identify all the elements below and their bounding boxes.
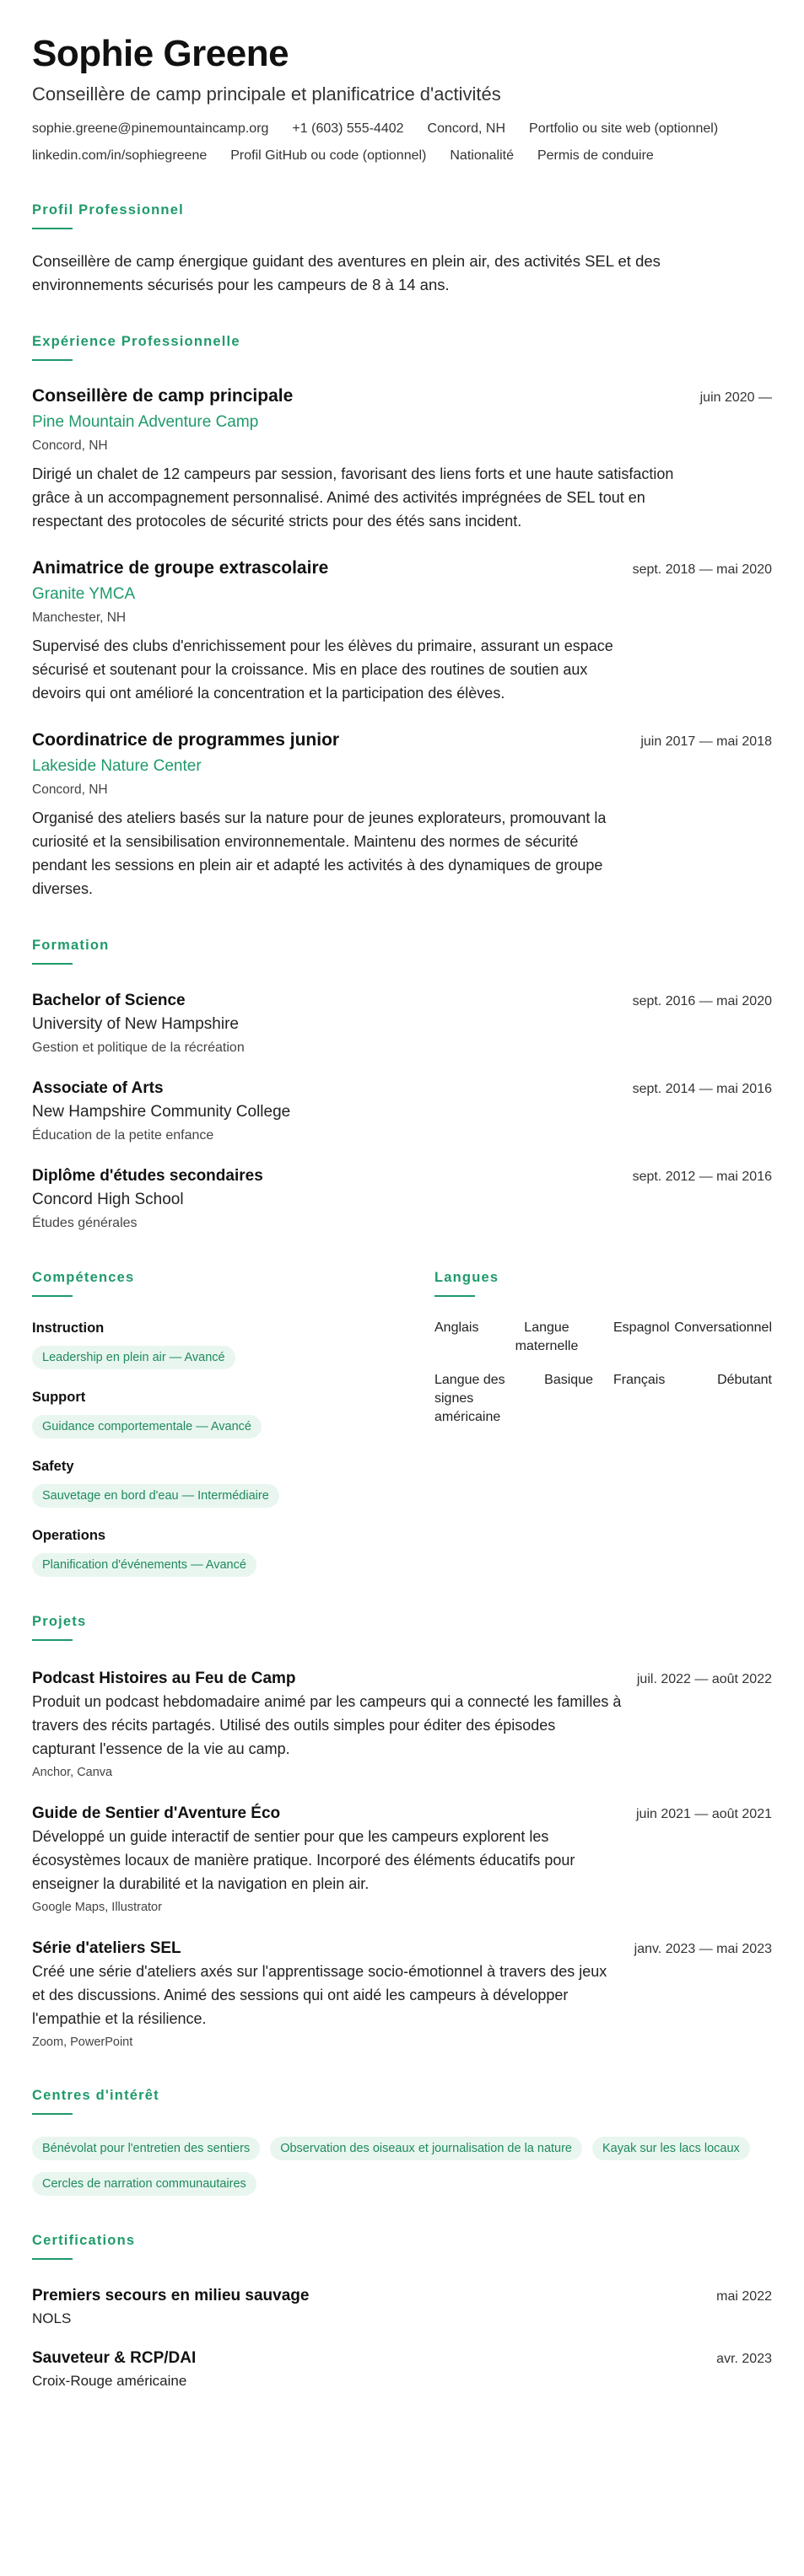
skill-group: [32, 1457, 401, 1508]
certification-item: [32, 2347, 772, 2391]
section-divider: [434, 1295, 475, 1297]
skill-category: Operations: [32, 1528, 106, 1543]
experience-item: [32, 557, 772, 705]
project-title: Podcast Histoires au Feu de Camp: [32, 1670, 296, 1687]
field-of-study: Éducation de la petite enfance: [32, 1128, 214, 1143]
project-description: Développé un guide interactif de sentier pour que les campeurs explorent les écosystèmes locaux de manière pratique. Incorporé des éléments éducatifs pour enseigner la durabilité et la navigation en plein air.: [32, 1828, 575, 1892]
field-of-study: Études générales: [32, 1216, 138, 1230]
school-name: Concord High School: [32, 1191, 184, 1208]
language-item: [434, 1371, 593, 1427]
section-divider: [32, 2113, 73, 2115]
languages-section: [434, 1233, 772, 1577]
candidate-headline: Conseillère de camp principale et planificatrice d'activités: [32, 83, 501, 105]
section-divider: [32, 228, 73, 229]
contact-github[interactable]: Profil GitHub ou code (optionnel): [230, 148, 427, 163]
certification-name: Sauveteur & RCP/DAI: [32, 2349, 197, 2367]
project-dates: juil. 2022 — août 2022: [636, 1672, 772, 1686]
skill-badge: Sauvetage en bord d'eau — Intermédiaire: [32, 1484, 279, 1508]
contact-portfolio[interactable]: Portfolio ou site web (optionnel): [529, 121, 719, 136]
contact-driving-license: Permis de conduire: [537, 148, 654, 163]
project-description: Produit un podcast hebdomadaire animé par les campeurs qui a connecté les familles à travers des récits partagés. Utilisé des outils simples pour éditer des épisodes capturant l'essence de la vie au camp.: [32, 1693, 622, 1757]
project-dates: juin 2021 — août 2021: [635, 1807, 772, 1821]
education-dates: sept. 2016 — mai 2020: [632, 994, 772, 1008]
skill-badge: Guidance comportementale — Avancé: [32, 1415, 262, 1439]
certification-name: Premiers secours en milieu sauvage: [32, 2287, 310, 2304]
certification-item: [32, 2285, 772, 2329]
section-title-experience: Expérience Professionnelle: [32, 334, 240, 349]
section-title-profile: Profil Professionnel: [32, 202, 184, 218]
interest-badge: Bénévolat pour l'entretien des sentiers: [32, 2137, 260, 2160]
education-item: [32, 990, 772, 1057]
language-level: Conversationnel: [674, 1320, 772, 1335]
certifications-section: [32, 2231, 772, 2391]
contact-list: [32, 120, 772, 165]
experience-section: [32, 332, 772, 901]
company-name: Granite YMCA: [32, 585, 136, 603]
language-level: Débutant: [717, 1373, 772, 1387]
language-item: [613, 1371, 772, 1427]
projects-section: [32, 1612, 772, 2051]
school-name: University of New Hampshire: [32, 1015, 239, 1033]
skills-section: [32, 1233, 434, 1577]
job-dates: juin 2017 — mai 2018: [640, 734, 772, 749]
skill-group: [32, 1319, 401, 1369]
project-tools: Google Maps, Illustrator: [32, 1901, 162, 1914]
interest-badge: Kayak sur les lacs locaux: [592, 2137, 750, 2160]
degree-title: Associate of Arts: [32, 1079, 164, 1097]
company-name: Pine Mountain Adventure Camp: [32, 413, 259, 431]
job-location: Manchester, NH: [32, 610, 127, 625]
job-location: Concord, NH: [32, 782, 108, 797]
field-of-study: Gestion et politique de la récréation: [32, 1041, 245, 1055]
school-name: New Hampshire Community College: [32, 1103, 291, 1121]
job-location: Concord, NH: [32, 438, 108, 453]
section-divider: [32, 963, 73, 965]
section-divider: [32, 359, 73, 361]
language-item: [434, 1319, 593, 1356]
language-list: [434, 1319, 772, 1427]
language-item: [613, 1319, 772, 1356]
certification-issuer: NOLS: [32, 2310, 72, 2326]
interest-tags: [32, 2137, 772, 2196]
project-tools: Anchor, Canva: [32, 1766, 113, 1779]
job-title: Coordinatrice de programmes junior: [32, 730, 340, 750]
language-name: Langue des signes américaine: [434, 1373, 505, 1424]
language-name: Anglais: [434, 1320, 479, 1335]
education-item: [32, 1078, 772, 1145]
certification-date: avr. 2023: [716, 2352, 772, 2366]
contact-nationality: Nationalité: [450, 148, 514, 163]
section-title-interests: Centres d'intérêt: [32, 2088, 159, 2103]
candidate-name: Sophie Greene: [32, 33, 289, 74]
language-level: Basique: [544, 1373, 593, 1387]
education-dates: sept. 2014 — mai 2016: [632, 1082, 772, 1096]
profile-section: [32, 201, 772, 297]
skills-languages-row: [32, 1233, 772, 1577]
certification-date: mai 2022: [716, 2289, 772, 2304]
project-tools: Zoom, PowerPoint: [32, 2036, 133, 2049]
section-title-certifications: Certifications: [32, 2233, 136, 2248]
education-dates: sept. 2012 — mai 2016: [632, 1170, 772, 1184]
section-title-projects: Projets: [32, 1614, 87, 1629]
skill-group: [32, 1526, 401, 1577]
project-item: [32, 1938, 772, 2051]
contact-location: Concord, NH: [427, 121, 506, 136]
job-title: Conseillère de camp principale: [32, 386, 294, 406]
job-dates: sept. 2018 — mai 2020: [632, 562, 772, 577]
language-name: Français: [613, 1373, 666, 1387]
project-dates: janv. 2023 — mai 2023: [634, 1942, 772, 1956]
skill-badge: Leadership en plein air — Avancé: [32, 1346, 235, 1369]
experience-item: [32, 385, 772, 533]
degree-title: Diplôme d'études secondaires: [32, 1167, 263, 1185]
section-title-languages: Langues: [434, 1270, 499, 1285]
section-divider: [32, 1295, 73, 1297]
job-description: Supervisé des clubs d'enrichissement pour les élèves du primaire, assurant un espace sécurisé et soutenant pour la croissance. Mis en place des routines de soutien aux devoirs qui ont amélioré la concentration et la participation des élèves.: [32, 637, 613, 702]
profile-summary: Conseillère de camp énergique guidant des aventures en plein air, des activités SEL et des environnements sécurisés pour les campeurs de 8 à 14 ans.: [32, 252, 661, 293]
resume-header: [32, 32, 772, 165]
job-title: Animatrice de groupe extrascolaire: [32, 558, 329, 578]
job-description: Organisé des ateliers basés sur la nature pour de jeunes explorateurs, promouvant la curiosité et la sensibilisation environnementale. Maintenu des normes de sécurité pendant les sessions en plein air et adapté les activités à des dynamiques de groupe diverses.: [32, 809, 607, 897]
interests-section: [32, 2086, 772, 2196]
project-title: Série d'ateliers SEL: [32, 1939, 181, 1957]
education-section: [32, 936, 772, 1233]
language-name: Espagnol: [613, 1320, 670, 1335]
skill-group: [32, 1388, 401, 1439]
certification-issuer: Croix-Rouge américaine: [32, 2373, 187, 2389]
interest-badge: Observation des oiseaux et journalisation de la nature: [270, 2137, 582, 2160]
job-dates: juin 2020 —: [699, 390, 772, 405]
interest-badge: Cercles de narration communautaires: [32, 2172, 256, 2196]
project-title: Guide de Sentier d'Aventure Éco: [32, 1804, 281, 1822]
job-description: Dirigé un chalet de 12 campeurs par session, favorisant des liens forts et une haute satisfaction grâce à un accompagnement personnalisé. Animé des activités imprégnées de SEL tout en respectant des protocoles de sécurité stricts pour des étés sans incident.: [32, 465, 674, 530]
skill-badge: Planification d'événements — Avancé: [32, 1553, 256, 1577]
degree-title: Bachelor of Science: [32, 992, 186, 1009]
contact-email[interactable]: sophie.greene@pinemountaincamp.org: [32, 121, 269, 136]
section-divider: [32, 1639, 73, 1641]
skill-category: Safety: [32, 1459, 74, 1474]
skill-category: Instruction: [32, 1320, 105, 1336]
company-name: Lakeside Nature Center: [32, 757, 202, 775]
language-level: Langue maternelle: [515, 1320, 579, 1353]
section-divider: [32, 2258, 73, 2260]
section-title-education: Formation: [32, 938, 110, 953]
contact-linkedin[interactable]: linkedin.com/in/sophiegreene: [32, 148, 208, 163]
project-item: [32, 1668, 772, 1781]
project-description: Créé une série d'ateliers axés sur l'apprentissage socio-émotionnel à travers des jeux et des discussions. Animé des sessions qui ont aidé les campeurs à développer l'empathie et la résilience.: [32, 1963, 607, 2027]
skill-category: Support: [32, 1390, 86, 1405]
section-title-skills: Compétences: [32, 1270, 135, 1285]
project-item: [32, 1803, 772, 1916]
experience-item: [32, 729, 772, 901]
contact-phone[interactable]: +1 (603) 555-4402: [292, 121, 404, 136]
education-item: [32, 1165, 772, 1233]
